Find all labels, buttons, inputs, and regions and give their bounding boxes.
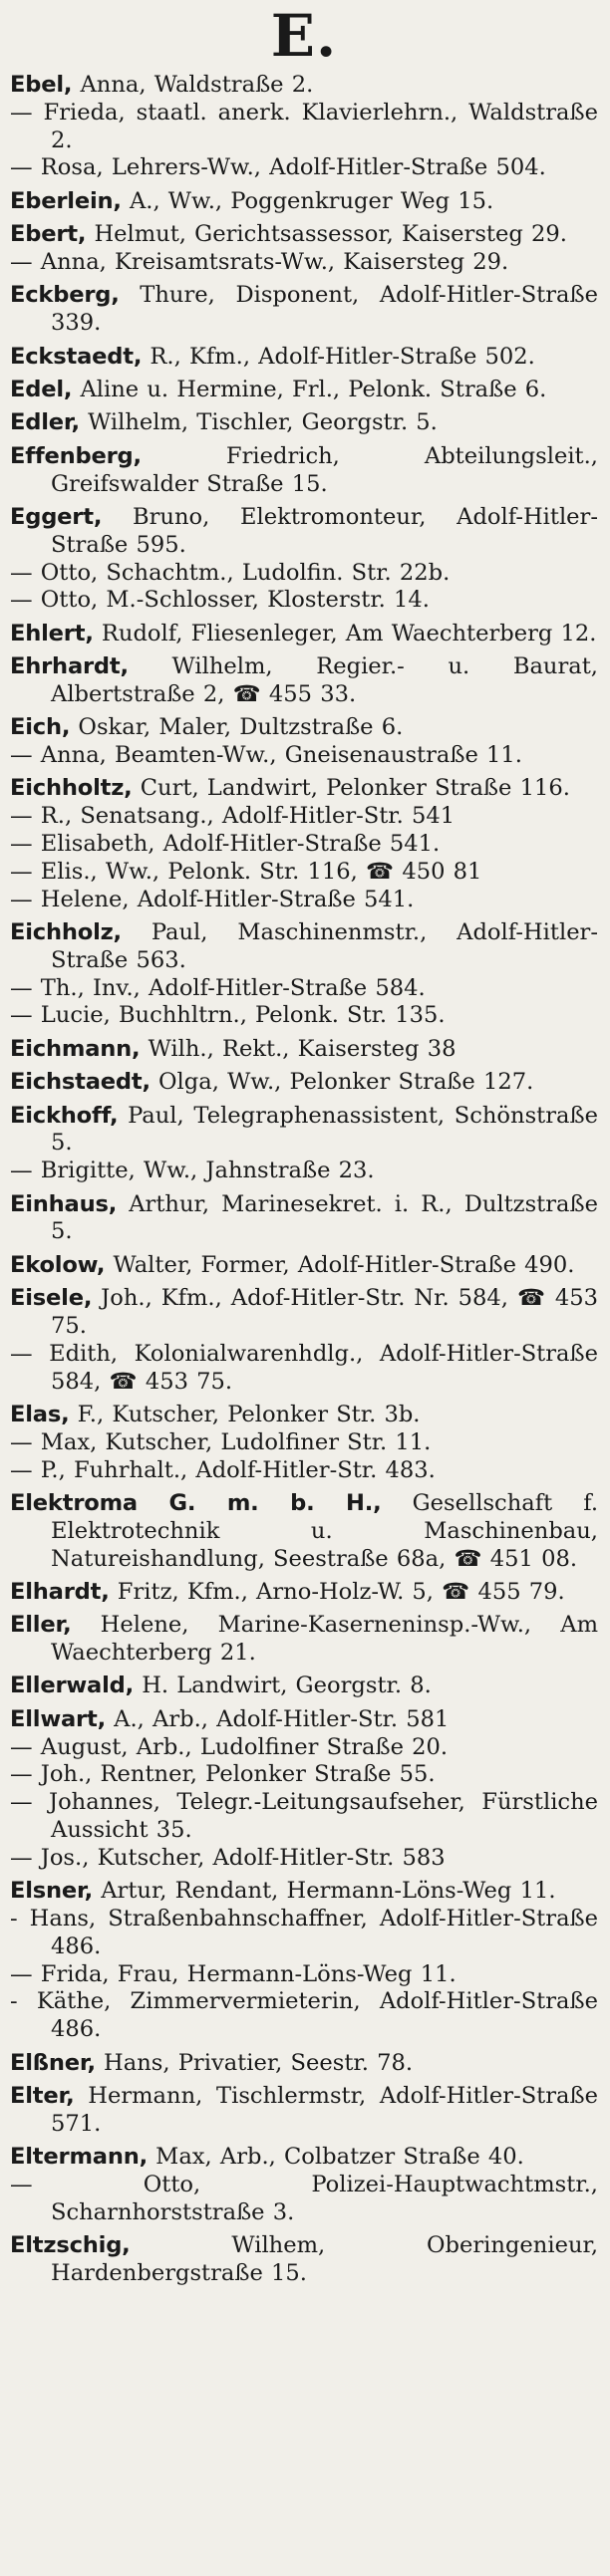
directory-entry bbox=[10, 100, 598, 155]
entry-details: Wilhem, Oberingenieur, Hardenbergstraße 15. bbox=[51, 2232, 598, 2286]
entry-details: — Otto, M.-Schlosser, Klosterstr. 14. bbox=[10, 587, 430, 614]
entry-surname: Ebel, bbox=[10, 72, 73, 98]
entry-details: Wilhelm, Tischler, Georgstr. 5. bbox=[79, 409, 438, 436]
directory-entry bbox=[10, 1002, 598, 1030]
directory-entry bbox=[10, 1906, 598, 1961]
entry-details: Friedrich, Abteilungsleit., Greifswalder Straße 15. bbox=[51, 442, 598, 497]
entry-details: — August, Arb., Ludolfiner Straße 20. bbox=[10, 1733, 449, 1760]
entry-surname: Eltermann, bbox=[10, 2144, 148, 2171]
entry-details: Paul, Maschinenmstr., Adolf-Hitler-Straße 563. bbox=[51, 919, 598, 973]
entry-surname: Elektroma G. m. b. H., bbox=[10, 1489, 382, 1516]
directory-entry bbox=[10, 653, 598, 709]
entry-details: Gesellschaft f. Elektrotechnik u. Maschinenbau, Natureishandlung, Seestraße 68a, ☎ 451 08. bbox=[51, 1489, 599, 1572]
entry-surname: Eller, bbox=[10, 1612, 72, 1639]
entry-details: A., Ww., Poggenkruger Weg 15. bbox=[121, 187, 494, 214]
entry-surname: Effenberg, bbox=[10, 442, 142, 469]
directory-entry bbox=[10, 282, 598, 338]
entry-surname: Edel, bbox=[10, 376, 73, 402]
entry-details: — Rosa, Lehrers-Ww., Adolf-Hitler-Straße 504. bbox=[10, 154, 546, 181]
entry-surname: Eichholtz, bbox=[10, 775, 133, 802]
entry-details: — Elisabeth, Adolf-Hitler-Straße 541. bbox=[10, 831, 441, 858]
directory-entry bbox=[10, 859, 598, 887]
entry-surname: Elhardt, bbox=[10, 1578, 110, 1605]
entry-details: — R., Senatsang., Adolf-Hitler-Str. 541 bbox=[10, 803, 456, 830]
directory-entry bbox=[10, 1961, 598, 1989]
directory-entry bbox=[10, 1490, 598, 1573]
entry-surname: Eickhoff, bbox=[10, 1102, 119, 1129]
entry-details: — Jos., Kutscher, Adolf-Hitler-Str. 583 bbox=[10, 1844, 446, 1871]
directory-entry bbox=[10, 1789, 598, 1845]
entry-surname: Ebert, bbox=[10, 221, 87, 248]
entry-details: F., Kutscher, Pelonker Str. 3b. bbox=[69, 1401, 421, 1427]
directory-entry bbox=[10, 1706, 598, 1734]
entry-details: Walter, Former, Adolf-Hitler-Straße 490. bbox=[105, 1251, 575, 1278]
entry-surname: Eichstaedt, bbox=[10, 1069, 151, 1096]
entry-details: Olga, Ww., Pelonker Straße 127. bbox=[150, 1069, 534, 1096]
entry-surname: Edler, bbox=[10, 409, 80, 436]
entry-surname: Ellwart, bbox=[10, 1705, 106, 1732]
directory-entry bbox=[10, 1579, 598, 1607]
entry-details: — Elis., Ww., Pelonk. Str. 116, ☎ 450 81 bbox=[10, 858, 482, 885]
directory-entry bbox=[10, 587, 598, 615]
directory-entry bbox=[10, 344, 598, 372]
entry-surname: Eberlein, bbox=[10, 187, 122, 214]
entry-details: Max, Arb., Colbatzer Straße 40. bbox=[148, 2144, 524, 2171]
entry-surname: Elßner, bbox=[10, 2049, 96, 2076]
directory-entry bbox=[10, 2232, 598, 2288]
directory-entry bbox=[10, 221, 598, 249]
entry-surname: Einhaus, bbox=[10, 1190, 118, 1217]
entry-surname: Eichmann, bbox=[10, 1035, 141, 1062]
entry-surname: Eggert, bbox=[10, 503, 103, 530]
entry-surname: Elter, bbox=[10, 2083, 75, 2110]
entry-details: — Helene, Adolf-Hitler-Straße 541. bbox=[10, 886, 415, 912]
entry-details: — Th., Inv., Adolf-Hitler-Straße 584. bbox=[10, 974, 426, 1001]
directory-entry bbox=[10, 1845, 598, 1873]
directory-entry bbox=[10, 1673, 598, 1700]
entry-details: — Otto, Polizei-Hauptwachtmstr., Scharnhorststraße 3. bbox=[10, 2172, 598, 2225]
entry-surname: Elas, bbox=[10, 1401, 70, 1427]
entry-surname: Eckberg, bbox=[10, 282, 120, 309]
entry-surname: Eckstaedt, bbox=[10, 343, 143, 370]
directory-entry bbox=[10, 714, 598, 742]
directory-entry bbox=[10, 2172, 598, 2227]
entry-details: — Brigitte, Ww., Jahnstraße 23. bbox=[10, 1158, 375, 1184]
directory-entry bbox=[10, 1612, 598, 1668]
directory-entry bbox=[10, 1103, 598, 1159]
entry-details: — Joh., Rentner, Pelonker Straße 55. bbox=[10, 1761, 436, 1788]
directory-entry bbox=[10, 1429, 598, 1457]
directory-entry bbox=[10, 1734, 598, 1762]
section-letter-heading: E. bbox=[270, 2, 338, 70]
entry-details: Hermann, Tischlermstr, Adolf-Hitler-Straße 571. bbox=[51, 2083, 598, 2137]
entry-surname: Ellerwald, bbox=[10, 1673, 135, 1699]
directory-entry bbox=[10, 443, 598, 499]
directory-entry bbox=[10, 1341, 598, 1397]
directory-entry bbox=[10, 1069, 598, 1097]
entry-details: Thure, Disponent, Adolf-Hitler-Straße 339. bbox=[51, 282, 598, 337]
entry-details: Aline u. Hermine, Frl., Pelonk. Straße 6. bbox=[72, 376, 547, 402]
entry-surname: Eich, bbox=[10, 714, 71, 741]
entry-details: - Hans, Straßenbahnschaffner, Adolf-Hitler-Straße 486. bbox=[10, 1906, 598, 1959]
directory-entry bbox=[10, 621, 598, 648]
entry-details: R., Kfm., Adolf-Hitler-Straße 502. bbox=[142, 343, 535, 370]
entry-details: Bruno, Elektromonteur, Adolf-Hitler-Straße 595. bbox=[51, 503, 598, 558]
entry-details: — Edith, Kolonialwarenhdlg., Adolf-Hitler-Straße 584, ☎ 453 75. bbox=[10, 1340, 598, 1395]
entry-details: — Johannes, Telegr.-Leitungsaufseher, Fürstliche Aussicht 35. bbox=[10, 1789, 598, 1844]
entry-surname: Elsner, bbox=[10, 1878, 94, 1905]
directory-entry bbox=[10, 1191, 598, 1247]
entry-details: Joh., Kfm., Adof-Hitler-Str. Nr. 584, ☎ 453 75. bbox=[51, 1285, 598, 1339]
entry-details: Fritz, Kfm., Arno-Holz-W. 5, ☎ 455 79. bbox=[109, 1578, 565, 1605]
entry-details: Rudolf, Fliesenleger, Am Waechterberg 12. bbox=[93, 620, 597, 646]
directory-entry bbox=[10, 504, 598, 560]
entry-details: Anna, Waldstraße 2. bbox=[72, 72, 314, 98]
entry-surname: Ekolow, bbox=[10, 1251, 106, 1278]
entry-surname: Eltzschig, bbox=[10, 2232, 131, 2259]
entry-details: — Frida, Frau, Hermann-Löns-Weg 11. bbox=[10, 1960, 457, 1987]
directory-entry bbox=[10, 1036, 598, 1064]
directory-entry bbox=[10, 803, 598, 831]
entry-surname: Ehrhardt, bbox=[10, 653, 129, 680]
directory-entry bbox=[10, 409, 598, 437]
directory-entry bbox=[10, 1285, 598, 1341]
directory-entry bbox=[10, 919, 598, 975]
entry-details: H. Landwirt, Georgstr. 8. bbox=[134, 1673, 432, 1699]
directory-entry bbox=[10, 1402, 598, 1429]
entry-surname: Eisele, bbox=[10, 1285, 93, 1312]
entry-details: Hans, Privatier, Seestr. 78. bbox=[95, 2049, 414, 2076]
entry-details: — Lucie, Buchhltrn., Pelonk. Str. 135. bbox=[10, 1002, 446, 1029]
directory-entry bbox=[10, 1761, 598, 1789]
entry-surname: Eichholz, bbox=[10, 919, 122, 946]
directory-entry bbox=[10, 249, 598, 277]
directory-entry bbox=[10, 188, 598, 216]
directory-entry bbox=[10, 1878, 598, 1906]
entry-details: Arthur, Marinesekret. i. R., Dultzstraße 5. bbox=[51, 1190, 598, 1245]
entry-details: Helene, Marine-Kaserneninsp.-Ww., Am Waechterberg 21. bbox=[51, 1612, 598, 1667]
directory-entry bbox=[10, 2050, 598, 2078]
directory-entry bbox=[10, 775, 598, 803]
entry-surname: Ehlert, bbox=[10, 620, 94, 646]
entry-details: — Anna, Beamten-Ww., Gneisenaustraße 11. bbox=[10, 742, 522, 769]
directory-entry bbox=[10, 560, 598, 588]
directory-entry bbox=[10, 742, 598, 770]
directory-entry bbox=[10, 1158, 598, 1185]
entry-details: — Otto, Schachtm., Ludolfin. Str. 22b. bbox=[10, 559, 451, 586]
entry-details: - Käthe, Zimmervermieterin, Adolf-Hitler-Straße 486. bbox=[10, 1988, 598, 2043]
entry-details: Oskar, Maler, Dultzstraße 6. bbox=[70, 714, 404, 741]
entry-details: — Anna, Kreisamtsrats-Ww., Kaisersteg 29. bbox=[10, 248, 509, 275]
directory-entry bbox=[10, 72, 598, 100]
directory-entry bbox=[10, 2083, 598, 2139]
entry-details: Artur, Rendant, Hermann-Löns-Weg 11. bbox=[93, 1878, 556, 1905]
entry-details: Curt, Landwirt, Pelonker Straße 116. bbox=[132, 775, 570, 802]
entry-details: — Frieda, staatl. anerk. Klavierlehrn., Waldstraße 2. bbox=[10, 99, 598, 153]
entry-details: Wilhelm, Regier.- u. Baurat, Albertstraße 2, ☎ 455 33. bbox=[51, 653, 598, 707]
entry-details: Wilh., Rekt., Kaisersteg 38 bbox=[140, 1035, 457, 1062]
directory-entry bbox=[10, 1457, 598, 1485]
directory-entries bbox=[10, 72, 598, 2288]
entry-details: — P., Fuhrhalt., Adolf-Hitler-Str. 483. bbox=[10, 1456, 436, 1483]
directory-entry bbox=[10, 975, 598, 1003]
directory-entry bbox=[10, 1988, 598, 2044]
directory-entry bbox=[10, 154, 598, 182]
directory-entry bbox=[10, 377, 598, 404]
entry-details: A., Arb., Adolf-Hitler-Str. 581 bbox=[105, 1705, 450, 1732]
directory-entry bbox=[10, 2144, 598, 2172]
entry-details: — Max, Kutscher, Ludolfiner Str. 11. bbox=[10, 1428, 432, 1455]
directory-entry bbox=[10, 1252, 598, 1280]
directory-entry bbox=[10, 887, 598, 914]
directory-entry bbox=[10, 831, 598, 859]
entry-details: Helmut, Gerichtsassessor, Kaisersteg 29. bbox=[86, 221, 567, 248]
entry-details: Paul, Telegraphenassistent, Schönstraße 5. bbox=[51, 1102, 598, 1157]
